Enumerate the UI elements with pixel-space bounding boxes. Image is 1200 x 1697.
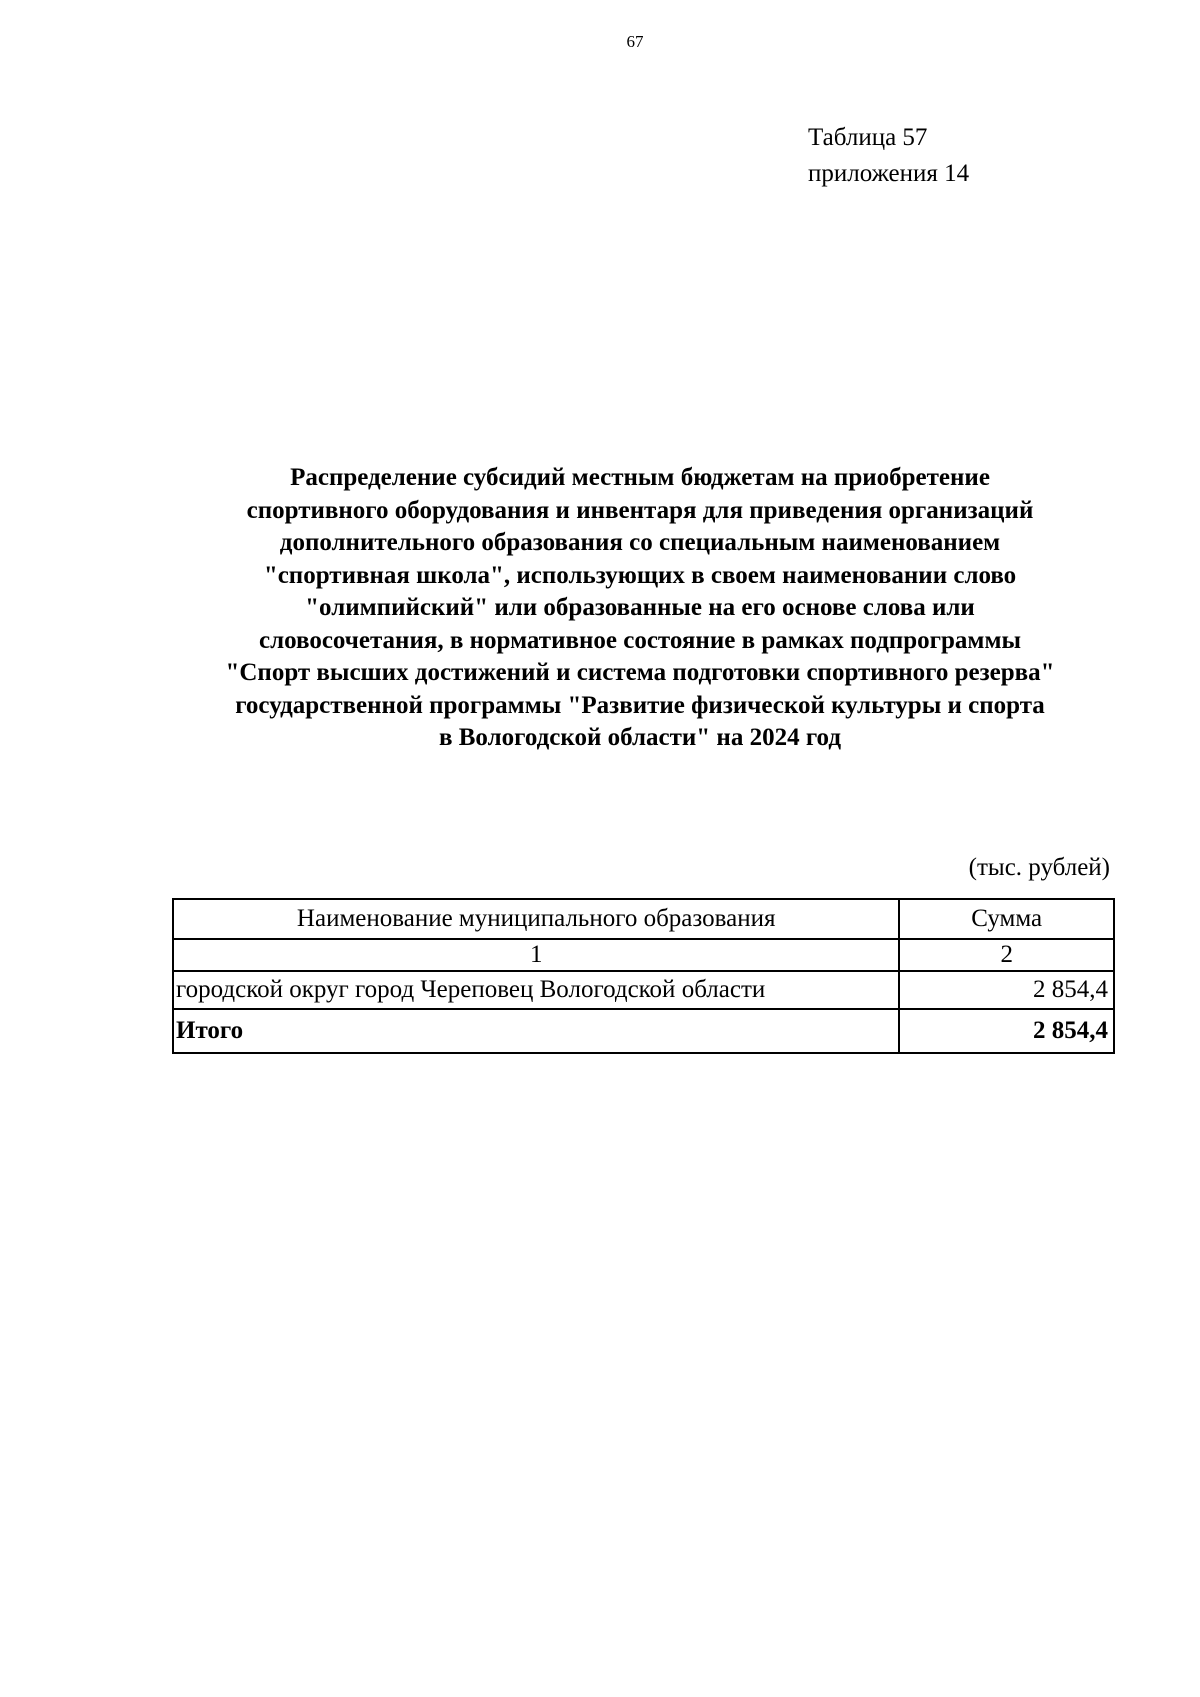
column-number-row xyxy=(173,939,1114,971)
unit-note: (тыс. рублей) xyxy=(968,854,1110,881)
document-title xyxy=(140,462,1140,755)
title-line: "спортивная школа", использующих в своем наименовании слово xyxy=(263,561,1017,589)
subsidy-table xyxy=(172,898,1115,1054)
header-municipality: Наименование муниципального образования xyxy=(173,899,899,939)
total-amount: 2 854,4 xyxy=(899,1009,1114,1053)
title-line: словосочетания, в нормативное состояние в рамках подпрограммы xyxy=(259,626,1021,654)
title-line: Распределение субсидий местным бюджетам на приобретение xyxy=(290,464,990,491)
title-line: спортивного оборудования и инвентаря для приведения организаций xyxy=(246,496,1034,524)
title-line: государственной программы "Развитие физической культуры и спорта xyxy=(235,691,1045,719)
page-number: 67 xyxy=(626,32,644,51)
title-line: "олимпийский" или образованные на его основе слова или xyxy=(305,594,975,621)
column-number-2: 2 xyxy=(899,939,1114,971)
total-label: Итого xyxy=(173,1009,899,1053)
column-number-1: 1 xyxy=(173,939,899,971)
table-row xyxy=(173,971,1114,1009)
title-line: в Вологодской области" на 2024 год xyxy=(439,724,841,751)
table-header-row xyxy=(173,899,1114,939)
title-line: дополнительного образования со специальным наименованием xyxy=(279,529,1001,556)
table-reference-line-2: приложения 14 xyxy=(808,160,970,187)
table-reference-line-1: Таблица 57 xyxy=(808,124,928,151)
table-reference xyxy=(808,120,969,192)
total-row xyxy=(173,1009,1114,1053)
title-line: "Спорт высших достижений и система подготовки спортивного резерва" xyxy=(225,659,1055,686)
municipality-name: городской округ город Череповец Вологодской области xyxy=(173,971,899,1009)
header-amount: Сумма xyxy=(899,899,1114,939)
municipality-amount: 2 854,4 xyxy=(899,971,1114,1009)
